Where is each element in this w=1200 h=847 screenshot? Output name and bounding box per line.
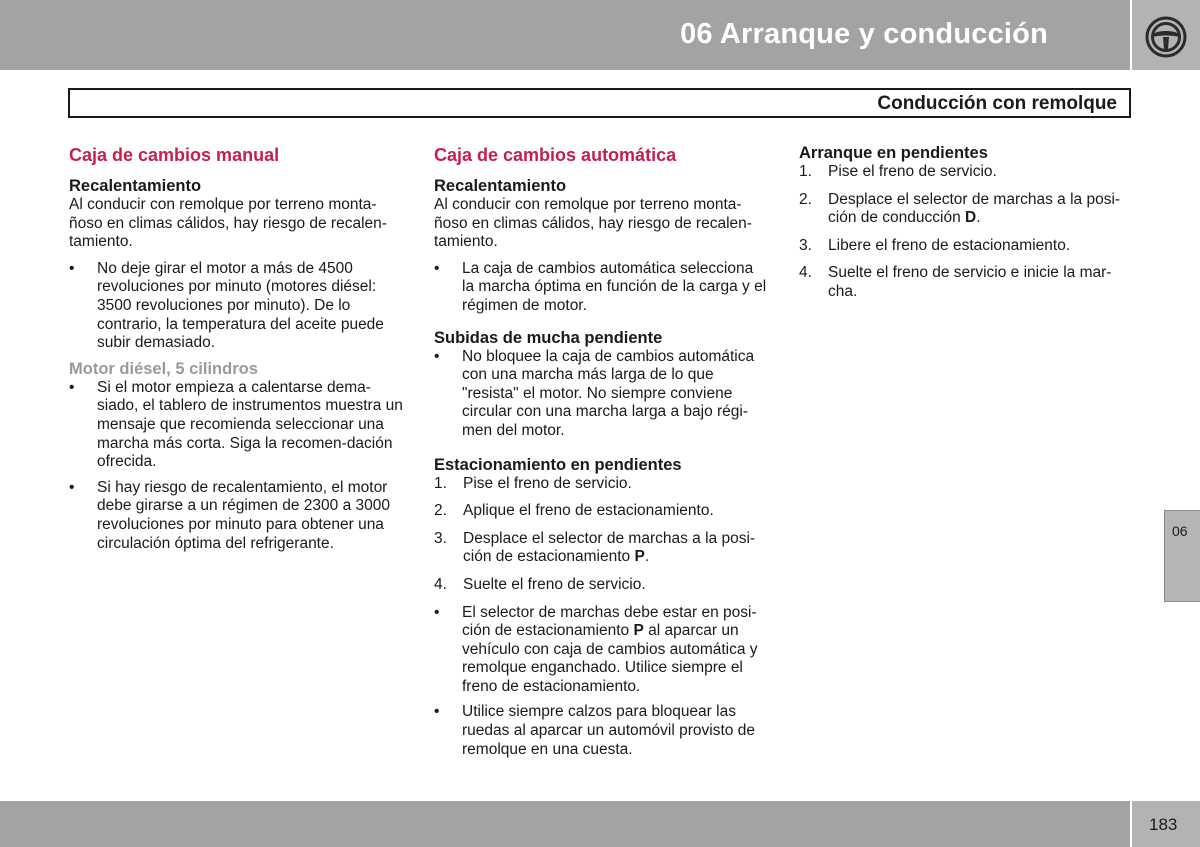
- subheading-motor-diesel: Motor diésel, 5 cilindros: [69, 359, 258, 378]
- list-item: [434, 260, 769, 316]
- step-number: 4.: [799, 264, 812, 282]
- step-text: Suelte el freno de servicio e inicie la mar-cha.: [828, 264, 1112, 300]
- bullet-text: Si hay riesgo de recalentamiento, el motor debe girarse a un régimen de 2300 a 3000 revoluciones por minuto para obtener una circulación óptima del refrigerante.: [97, 478, 390, 552]
- step-text: Aplique el freno de estacionamiento.: [463, 502, 714, 520]
- subheading-recalentamiento: Recalentamiento: [69, 177, 202, 195]
- list-item: [799, 264, 1134, 301]
- bullet-list: [69, 379, 403, 553]
- list-item: [434, 604, 769, 697]
- page-number: 183: [1149, 815, 1178, 834]
- list-item: [434, 348, 769, 441]
- numbered-list: [434, 475, 769, 595]
- bullet-list: [434, 604, 769, 760]
- header-bar: [0, 0, 1130, 70]
- subheading-subidas: Subidas de mucha pendiente: [434, 328, 663, 347]
- list-item: [434, 576, 769, 595]
- paragraph-recalentamiento: Al conducir con remolque por terreno monta-ñoso en climas cálidos, hay riesgo de recalen-tamiento.: [434, 196, 752, 251]
- heading-automatica: Caja de cambios automática: [434, 145, 677, 165]
- bullet-icon: •: [434, 703, 440, 721]
- list-item: [434, 703, 769, 759]
- step-text: Desplace el selector de marchas a la posi-ción de estacionamiento: [463, 529, 756, 566]
- step-number: 3.: [434, 529, 447, 547]
- chapter-title: 06 Arranque y conducción: [680, 18, 1048, 50]
- step-text: Desplace el selector de marchas a la posi-ción de conducción: [828, 190, 1121, 227]
- section-title-box: [68, 88, 1131, 118]
- subheading-recalentamiento: Recalentamiento: [434, 177, 567, 195]
- step-number: 2.: [799, 190, 812, 208]
- section-title: Conducción con remolque: [877, 93, 1117, 114]
- bullet-icon: •: [434, 347, 440, 365]
- bullet-list: [434, 348, 769, 441]
- chapter-tab[interactable]: [1164, 510, 1200, 602]
- list-item: [799, 237, 1134, 256]
- step-number: 1.: [799, 163, 812, 180]
- heading-manual: Caja de cambios manual: [69, 145, 280, 165]
- step-text: Pise el freno de servicio.: [828, 163, 997, 180]
- step-number: 2.: [434, 502, 447, 520]
- list-item: [434, 502, 769, 521]
- list-item: [69, 379, 403, 472]
- bullet-text: La caja de cambios automática selecciona la marcha óptima en función de la carga y el régimen de motor.: [462, 259, 767, 314]
- bullet-text: El selector de marchas debe estar en posi-ción de estacionamiento: [462, 603, 757, 640]
- step-text: Libere el freno de estacionamiento.: [828, 236, 1071, 254]
- chapter-tab-label: 06: [1172, 523, 1188, 539]
- list-item: 2. Desplace el selector de marchas a la posi-ción de conducción D.: [799, 190, 1121, 227]
- steering-wheel-icon: [1144, 15, 1188, 59]
- list-item: [799, 163, 1134, 182]
- bullet-list: [69, 260, 403, 353]
- bullet-text: Utilice siempre calzos para bloquear las ruedas al aparcar un automóvil provisto de remolque en una cuesta.: [462, 703, 755, 758]
- step-text: Suelte el freno de servicio.: [463, 575, 646, 593]
- numbered-list: [799, 163, 1134, 302]
- bullet-text: Si el motor empieza a calentarse dema-siado, el tablero de instrumentos muestra un mensaje que recomienda seleccionar una marcha más corta. Siga la recomen-dación ofrecida.: [97, 378, 403, 471]
- subheading-arranque: Arranque en pendientes: [799, 144, 988, 162]
- page-number-box: [1132, 801, 1200, 847]
- step-number: 4.: [434, 575, 447, 593]
- bullet-bold: P: [633, 622, 644, 640]
- bullet-icon: •: [434, 259, 440, 277]
- list-item: 3. Desplace el selector de marchas a la posi-ción de estacionamiento P.: [434, 529, 756, 566]
- column-arranque: [799, 144, 1134, 311]
- bullet-text: No bloquee la caja de cambios automática con una marcha más larga de lo que "resista" el motor. No siempre conviene circular con una marcha larga a bajo régi-men del motor.: [462, 347, 755, 439]
- chapter-icon-box: [1132, 0, 1200, 70]
- paragraph-recalentamiento: Al conducir con remolque por terreno monta-ñoso en climas cálidos, hay riesgo de recalen-tamiento.: [69, 196, 387, 251]
- subheading-estacionamiento: Estacionamiento en pendientes: [434, 455, 682, 474]
- bullet-icon: •: [69, 478, 75, 496]
- bullet-text: al aparcar un vehículo con caja de cambios automática y remolque enganchado. Utilice siempre el freno de estacionamiento.: [462, 622, 758, 695]
- step-bold: P: [634, 548, 645, 566]
- list-item: [69, 479, 403, 553]
- bullet-icon: •: [69, 259, 75, 277]
- bullet-icon: •: [434, 603, 440, 621]
- column-automatica: [434, 144, 769, 766]
- step-number: 1.: [434, 474, 447, 492]
- footer-bar: [0, 801, 1130, 847]
- step-text: Pise el freno de servicio.: [463, 474, 632, 492]
- step-number: 3.: [799, 236, 812, 254]
- bullet-list: [434, 260, 769, 316]
- list-item: [69, 260, 403, 353]
- bullet-text: No deje girar el motor a más de 4500 revoluciones por minuto (motores diésel: 3500 revoluciones por minuto). De lo contrario, la temperatura del aceite puede subir demasiado.: [97, 259, 384, 352]
- column-manual: [69, 144, 403, 560]
- bullet-icon: •: [69, 378, 75, 396]
- step-bold: D: [965, 209, 977, 227]
- list-item: [434, 475, 769, 494]
